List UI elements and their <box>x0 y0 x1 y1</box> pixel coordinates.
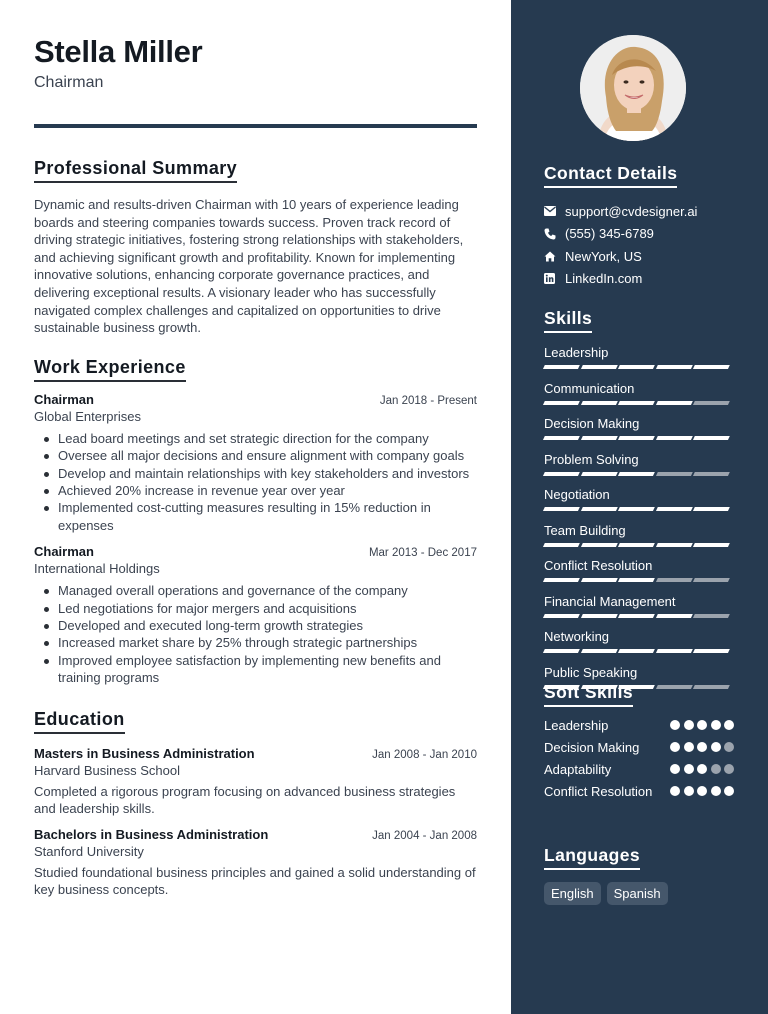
job-bullet: Developed and executed long-term growth strategies <box>43 617 477 634</box>
rating-dot <box>724 786 734 796</box>
skill-level-segment <box>618 578 655 582</box>
school-name: Stanford University <box>34 843 144 859</box>
skill-level-segment <box>581 436 618 440</box>
sidebar <box>511 0 768 1014</box>
skill-level-segment <box>618 472 655 476</box>
skill-level-segment <box>693 436 730 440</box>
header-divider <box>34 124 477 128</box>
job-company: International Holdings <box>34 561 160 577</box>
rating-dot <box>684 764 694 774</box>
job-title: Chairman <box>34 391 94 407</box>
skill-level-segment <box>693 614 730 618</box>
skill-level-segment <box>543 614 580 618</box>
skill-level-segment <box>543 472 580 476</box>
skill-level-segment <box>656 401 693 405</box>
education-heading: Education <box>34 709 125 734</box>
skill-label: Problem Solving <box>544 451 639 467</box>
skill-level-segment <box>656 472 693 476</box>
soft-skills-heading: Soft Skills <box>544 682 633 707</box>
linkedin-icon <box>544 273 565 284</box>
languages-heading: Languages <box>544 845 640 870</box>
skill-level-bar <box>544 436 744 440</box>
contact-email-text: support@cvdesigner.ai <box>565 203 698 219</box>
contact-linkedin-text: LinkedIn.com <box>565 271 643 287</box>
skill-label: Negotiation <box>544 487 610 502</box>
skill-label: Networking <box>544 629 610 644</box>
summary-text: Dynamic and results-driven Chairman with 10 years of experience leading boards and steering companies towards success. Proven track record of driving strategic initiatives, fostering strong relationships with stakeholders, and achieving significant growth and profitability. Known for implementing innovative solutions, enhancing corporate governance practices, and delivering exceptional results. A visionary leader who has successfully navigated complex challenges and capitalized on opportunities to drive sustainable business growth. <box>34 197 464 336</box>
rating-dot <box>724 742 734 752</box>
skill-level-segment <box>581 614 618 618</box>
skills-section <box>544 308 744 698</box>
envelope-icon <box>544 206 565 216</box>
skill-level-bar <box>544 614 744 618</box>
soft-skill-rating <box>670 761 734 774</box>
job-bullet: Increased market share by 25% through strategic partnerships <box>43 634 477 651</box>
language-tag: Spanish <box>607 882 668 905</box>
rating-dot <box>711 764 721 774</box>
language-tag: English <box>544 882 601 905</box>
skill-level-segment <box>618 436 655 440</box>
rating-dot <box>711 720 721 730</box>
skill-level-bar <box>544 472 744 476</box>
skill-level-segment <box>618 543 655 547</box>
skill-label: Public Speaking <box>544 664 638 680</box>
candidate-role: Chairman <box>34 74 104 91</box>
soft-skill-rating <box>670 783 734 796</box>
soft-skill-item <box>544 717 734 734</box>
soft-skill-label: Decision Making <box>544 740 640 755</box>
rating-dot <box>670 720 680 730</box>
soft-skill-item <box>544 783 734 800</box>
job-date: Mar 2013 - Dec 2017 <box>368 547 477 560</box>
summary-heading: Professional Summary <box>34 158 237 183</box>
contact-email[interactable] <box>544 200 744 223</box>
contact-section <box>544 163 744 290</box>
skill-label: Financial Management <box>544 593 676 609</box>
job-bullet: Achieved 20% increase in revenue year over year <box>43 482 477 499</box>
rating-dot <box>697 742 707 752</box>
skill-level-bar <box>544 649 744 653</box>
skill-item <box>544 414 744 440</box>
rating-dot <box>684 786 694 796</box>
skill-level-bar <box>544 578 744 582</box>
skill-label: Leadership <box>544 345 609 360</box>
skill-level-segment <box>581 543 618 547</box>
skill-level-segment <box>693 401 730 405</box>
rating-dot <box>670 742 680 752</box>
job-bullet: Implemented cost-cutting measures resulting in 15% reduction in expenses <box>43 499 477 534</box>
skill-level-bar <box>544 365 744 369</box>
skills-list <box>544 343 744 688</box>
skill-level-segment <box>656 436 693 440</box>
skill-level-segment <box>693 649 730 653</box>
skill-item <box>544 379 744 405</box>
soft-skill-label: Leadership <box>544 718 609 733</box>
job-company: Global Enterprises <box>34 408 141 424</box>
skill-level-segment <box>656 365 693 369</box>
job-bullet: Improved employee satisfaction by implementing new benefits and training programs <box>43 652 477 687</box>
rating-dot <box>697 786 707 796</box>
skills-heading: Skills <box>544 308 592 333</box>
soft-skill-label: Adaptability <box>544 762 612 777</box>
skill-level-segment <box>618 649 655 653</box>
job-bullet: Oversee all major decisions and ensure alignment with company goals <box>43 447 477 464</box>
candidate-name: Stella Miller <box>34 34 203 69</box>
profile-photo <box>580 35 686 141</box>
home-icon <box>544 251 565 262</box>
education-entry <box>34 746 477 818</box>
skill-level-segment <box>656 649 693 653</box>
contact-location <box>544 245 744 268</box>
skill-label: Decision Making <box>544 416 640 431</box>
skill-level-segment <box>693 507 730 511</box>
education-entry <box>34 827 477 899</box>
rating-dot <box>697 764 707 774</box>
skill-level-segment <box>543 436 580 440</box>
phone-icon <box>544 228 565 240</box>
soft-skill-rating <box>670 739 734 752</box>
job-entry <box>34 392 477 534</box>
rating-dot <box>684 742 694 752</box>
contact-phone[interactable] <box>544 223 744 246</box>
contact-heading: Contact Details <box>544 163 677 188</box>
contact-linkedin[interactable] <box>544 268 744 291</box>
skill-item <box>544 627 744 653</box>
education-description: Studied foundational business principles and gained a solid understanding of key business concepts. <box>34 864 476 898</box>
soft-skill-label: Conflict Resolution <box>544 784 653 799</box>
skill-level-segment <box>656 578 693 582</box>
skill-level-segment <box>693 472 730 476</box>
languages-list <box>544 882 744 905</box>
skill-level-segment <box>618 365 655 369</box>
skill-item <box>544 485 744 511</box>
education-description: Completed a rigorous program focusing on advanced business strategies and leadership skills. <box>34 783 456 817</box>
skill-label: Conflict Resolution <box>544 558 653 573</box>
degree-title: Bachelors in Business Administration <box>34 826 269 842</box>
rating-dot <box>711 742 721 752</box>
rating-dot <box>670 786 680 796</box>
skill-level-segment <box>581 365 618 369</box>
skill-level-segment <box>618 614 655 618</box>
job-bullet: Led negotiations for major mergers and acquisitions <box>43 600 477 617</box>
skill-level-segment <box>581 472 618 476</box>
skill-level-segment <box>656 614 693 618</box>
soft-skill-rating <box>670 717 734 730</box>
skill-level-segment <box>581 649 618 653</box>
job-bullets <box>34 582 477 686</box>
rating-dot <box>670 764 680 774</box>
rating-dot <box>697 720 707 730</box>
job-bullet: Lead board meetings and set strategic direction for the company <box>43 430 477 447</box>
school-name: Harvard Business School <box>34 762 180 778</box>
rating-dot <box>711 786 721 796</box>
skill-level-segment <box>618 401 655 405</box>
skill-level-segment <box>581 507 618 511</box>
soft-skills-list <box>544 717 754 800</box>
skill-level-segment <box>543 543 580 547</box>
skill-label: Communication <box>544 380 635 396</box>
skill-item <box>544 521 744 547</box>
skill-level-segment <box>618 507 655 511</box>
skill-item <box>544 343 744 369</box>
contact-location-text: NewYork, US <box>565 248 642 264</box>
skill-item <box>544 592 744 618</box>
skill-level-segment <box>656 507 693 511</box>
job-bullets <box>34 430 477 534</box>
rating-dot <box>684 720 694 730</box>
skill-level-segment <box>543 365 580 369</box>
skill-level-segment <box>543 401 580 405</box>
job-title: Chairman <box>34 544 94 560</box>
skill-item <box>544 450 744 476</box>
skill-label: Team Building <box>544 522 626 538</box>
job-bullet: Develop and maintain relationships with key stakeholders and investors <box>43 465 477 482</box>
skill-level-segment <box>543 507 580 511</box>
skill-level-segment <box>581 578 618 582</box>
rating-dot <box>724 764 734 774</box>
skill-level-segment <box>693 365 730 369</box>
soft-skill-item <box>544 739 734 756</box>
education-date: Jan 2004 - Jan 2008 <box>372 829 477 842</box>
skill-level-segment <box>581 401 618 405</box>
job-bullet: Managed overall operations and governance of the company <box>43 582 477 599</box>
skill-level-bar <box>544 401 744 405</box>
skill-level-segment <box>543 649 580 653</box>
skill-level-segment <box>693 543 730 547</box>
soft-skills-section <box>544 682 754 805</box>
job-date: Jan 2018 - Present <box>379 394 477 407</box>
skill-level-bar <box>544 543 744 547</box>
rating-dot <box>724 720 734 730</box>
job-entry <box>34 544 477 686</box>
education-date: Jan 2008 - Jan 2010 <box>372 748 477 761</box>
contact-phone-text: (555) 345-6789 <box>565 226 654 242</box>
degree-title: Masters in Business Administration <box>34 745 255 761</box>
skill-level-segment <box>693 578 730 582</box>
work-heading: Work Experience <box>34 357 186 382</box>
skill-item <box>544 556 744 582</box>
soft-skill-item <box>544 761 734 778</box>
skill-level-segment <box>656 543 693 547</box>
skill-level-bar <box>544 507 744 511</box>
languages-section <box>544 845 744 905</box>
skill-level-segment <box>543 578 580 582</box>
